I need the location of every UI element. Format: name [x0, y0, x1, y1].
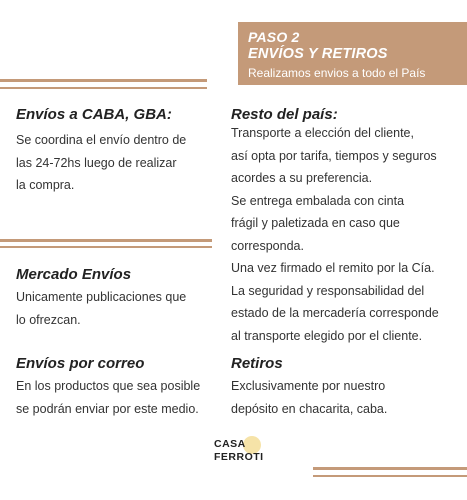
- mercado-line: Unicamente publicaciones que: [16, 290, 187, 304]
- retiros-line: Exclusivamente por nuestro: [231, 379, 386, 393]
- retiros-text: [231, 375, 387, 420]
- correo-line: En los productos que sea posible: [16, 379, 201, 393]
- resto-line: Una vez firmado el remito por la Cía.: [231, 261, 435, 275]
- caba-line: la compra.: [16, 178, 75, 192]
- mercado-heading: Mercado Envíos: [16, 266, 132, 283]
- correo-line: se podrán enviar por este medio.: [16, 401, 199, 416]
- resto-heading: Resto del país:: [231, 106, 338, 123]
- resto-line: corresponda.: [231, 238, 304, 253]
- resto-line: estado de la mercadería corresponde: [231, 306, 439, 320]
- resto-line: frágil y paletizada en caso que: [231, 216, 400, 230]
- mercado-text: [16, 286, 186, 331]
- resto-line: Se entrega embalada con cinta: [231, 193, 405, 208]
- resto-text: [231, 122, 439, 347]
- correo-text: [16, 375, 200, 420]
- retiros-line: depósito en chacarita, caba.: [231, 401, 388, 416]
- divider-bottom-right: [313, 467, 467, 470]
- divider-mid-left: [0, 239, 212, 242]
- divider-bottom-right-thin: [313, 475, 467, 477]
- resto-line: acordes a su preferencia.: [231, 171, 373, 185]
- correo-heading: Envíos por correo: [16, 355, 145, 372]
- header-step: PASO 2: [248, 29, 300, 45]
- retiros-heading: Retiros: [231, 355, 283, 372]
- logo-line-1: CASA: [214, 438, 246, 450]
- header-banner: [238, 22, 467, 85]
- mercado-line: lo ofrezcan.: [16, 312, 81, 327]
- divider-top-left: [0, 79, 207, 82]
- caba-heading: Envíos a CABA, GBA:: [16, 106, 172, 123]
- divider-mid-left-thin: [0, 246, 212, 248]
- resto-line: Transporte a elección del cliente,: [231, 126, 414, 140]
- caba-line: Se coordina el envío dentro de: [16, 133, 187, 147]
- header-title: ENVÍOS Y RETIROS: [248, 46, 388, 62]
- resto-line: al transporte elegido por el cliente.: [231, 328, 423, 343]
- caba-text: [16, 129, 186, 197]
- resto-line: La seguridad y responsabilidad del: [231, 283, 425, 298]
- caba-line: las 24-72hs luego de realizar: [16, 155, 177, 170]
- divider-top-left-thin: [0, 87, 207, 89]
- header-subtitle: Realizamos envios a todo el País: [248, 66, 426, 80]
- logo-line-2: FERROTI: [214, 451, 264, 463]
- resto-line: así opta por tarifa, tiempos y seguros: [231, 148, 437, 163]
